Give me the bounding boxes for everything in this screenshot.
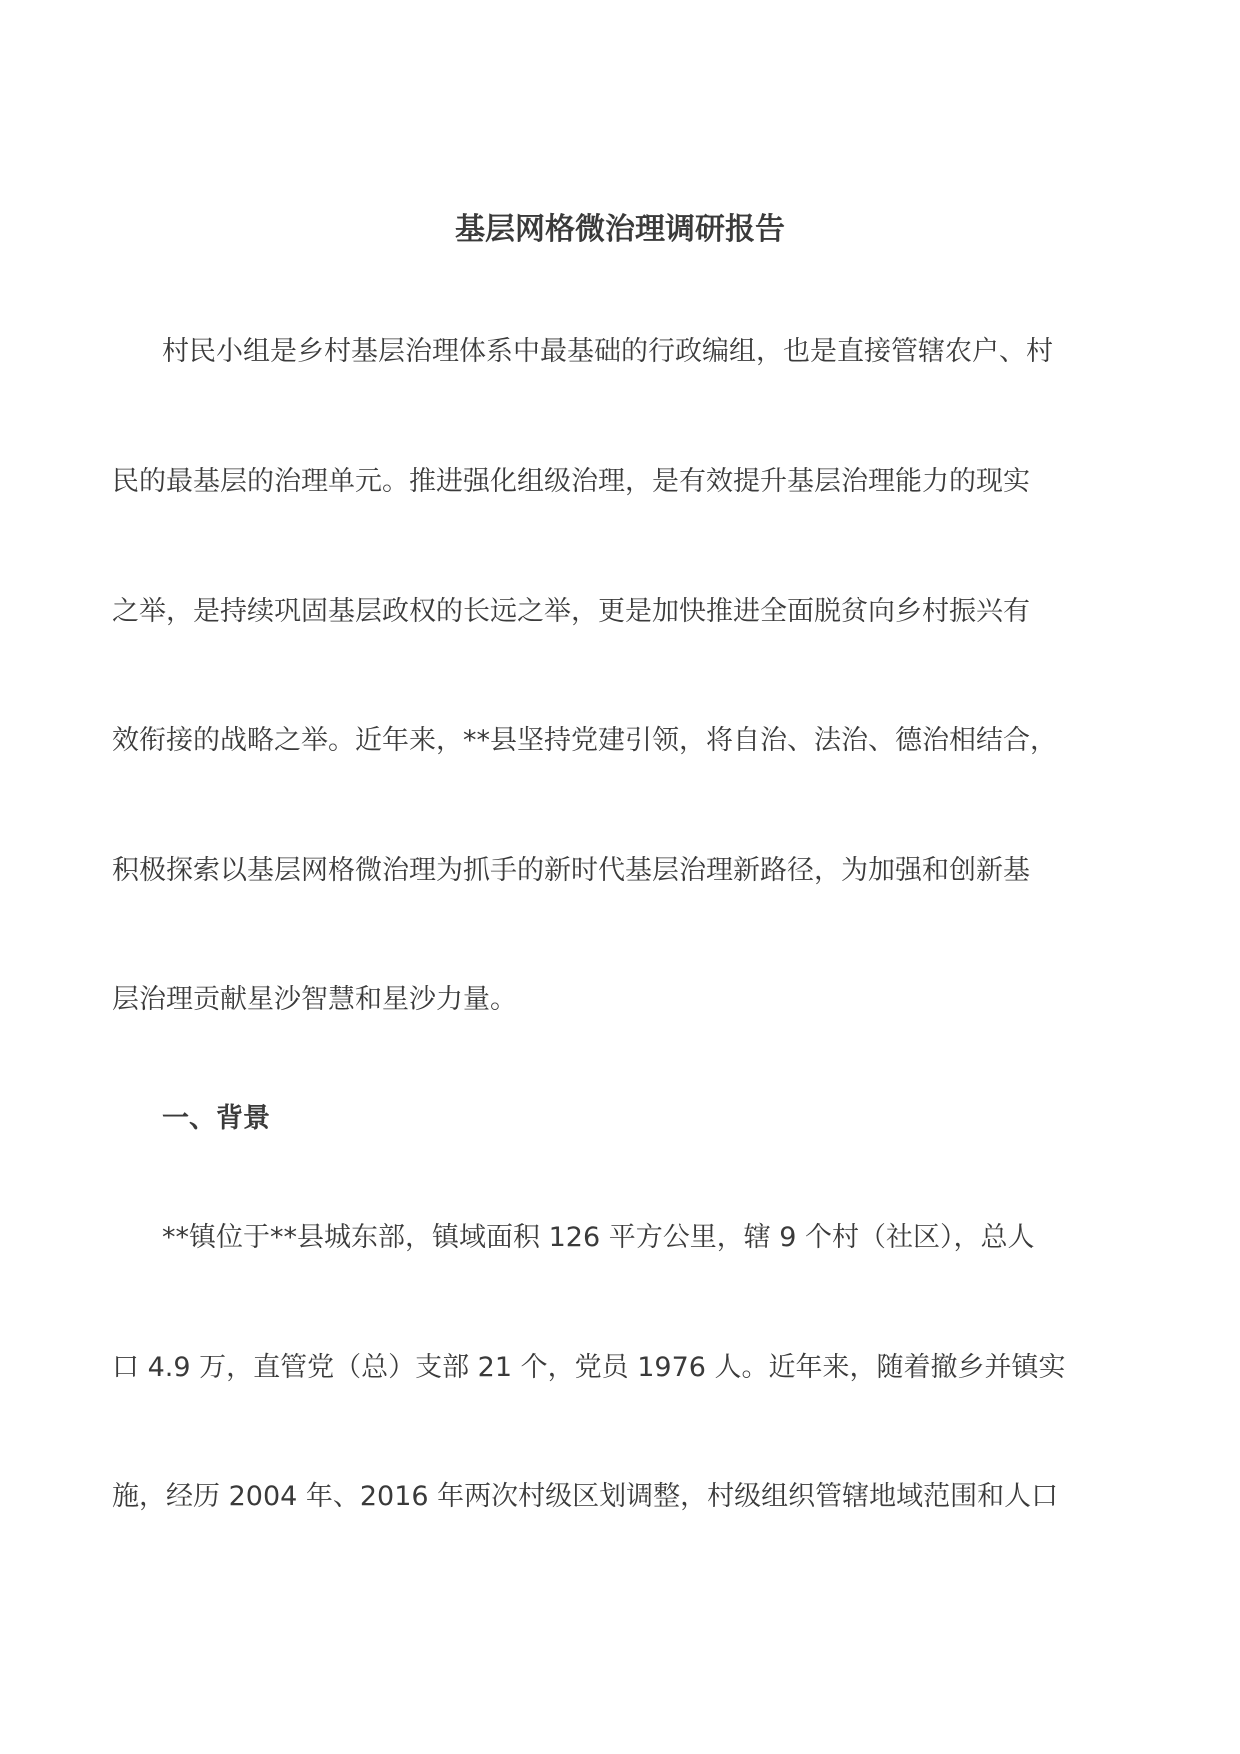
section-heading-background: 一、背景 [162, 1103, 270, 1134]
paragraph-1-line-4: 效衔接的战略之举。近年来，**县坚持党建引领，将自治、法治、德治相结合， [112, 725, 1057, 756]
paragraph-1-line-6: 层治理贡献星沙智慧和星沙力量。 [112, 984, 517, 1015]
document-title: 基层网格微治理调研报告 [455, 212, 785, 247]
paragraph-2-line-2: 口 4.9 万，直管党（总）支部 21 个，党员 1976 人。近年来，随着撤乡并镇实 [112, 1352, 1066, 1383]
paragraph-1-line-1: 村民小组是乡村基层治理体系中最基础的行政编组，也是直接管辖农户、村 [162, 336, 1053, 367]
paragraph-2-line-1: **镇位于**县城东部，镇域面积 126 平方公里，辖 9 个村（社区），总人 [162, 1222, 1035, 1253]
paragraph-1-line-5: 积极探索以基层网格微治理为抓手的新时代基层治理新路径，为加强和创新基 [112, 855, 1030, 886]
paragraph-1-line-3: 之举，是持续巩固基层政权的长远之举，更是加快推进全面脱贫向乡村振兴有 [112, 596, 1030, 627]
paragraph-1-line-2: 民的最基层的治理单元。推进强化组级治理，是有效提升基层治理能力的现实 [112, 466, 1030, 497]
paragraph-2-line-3: 施，经历 2004 年、2016 年两次村级区划调整，村级组织管辖地域范围和人口 [112, 1481, 1059, 1512]
